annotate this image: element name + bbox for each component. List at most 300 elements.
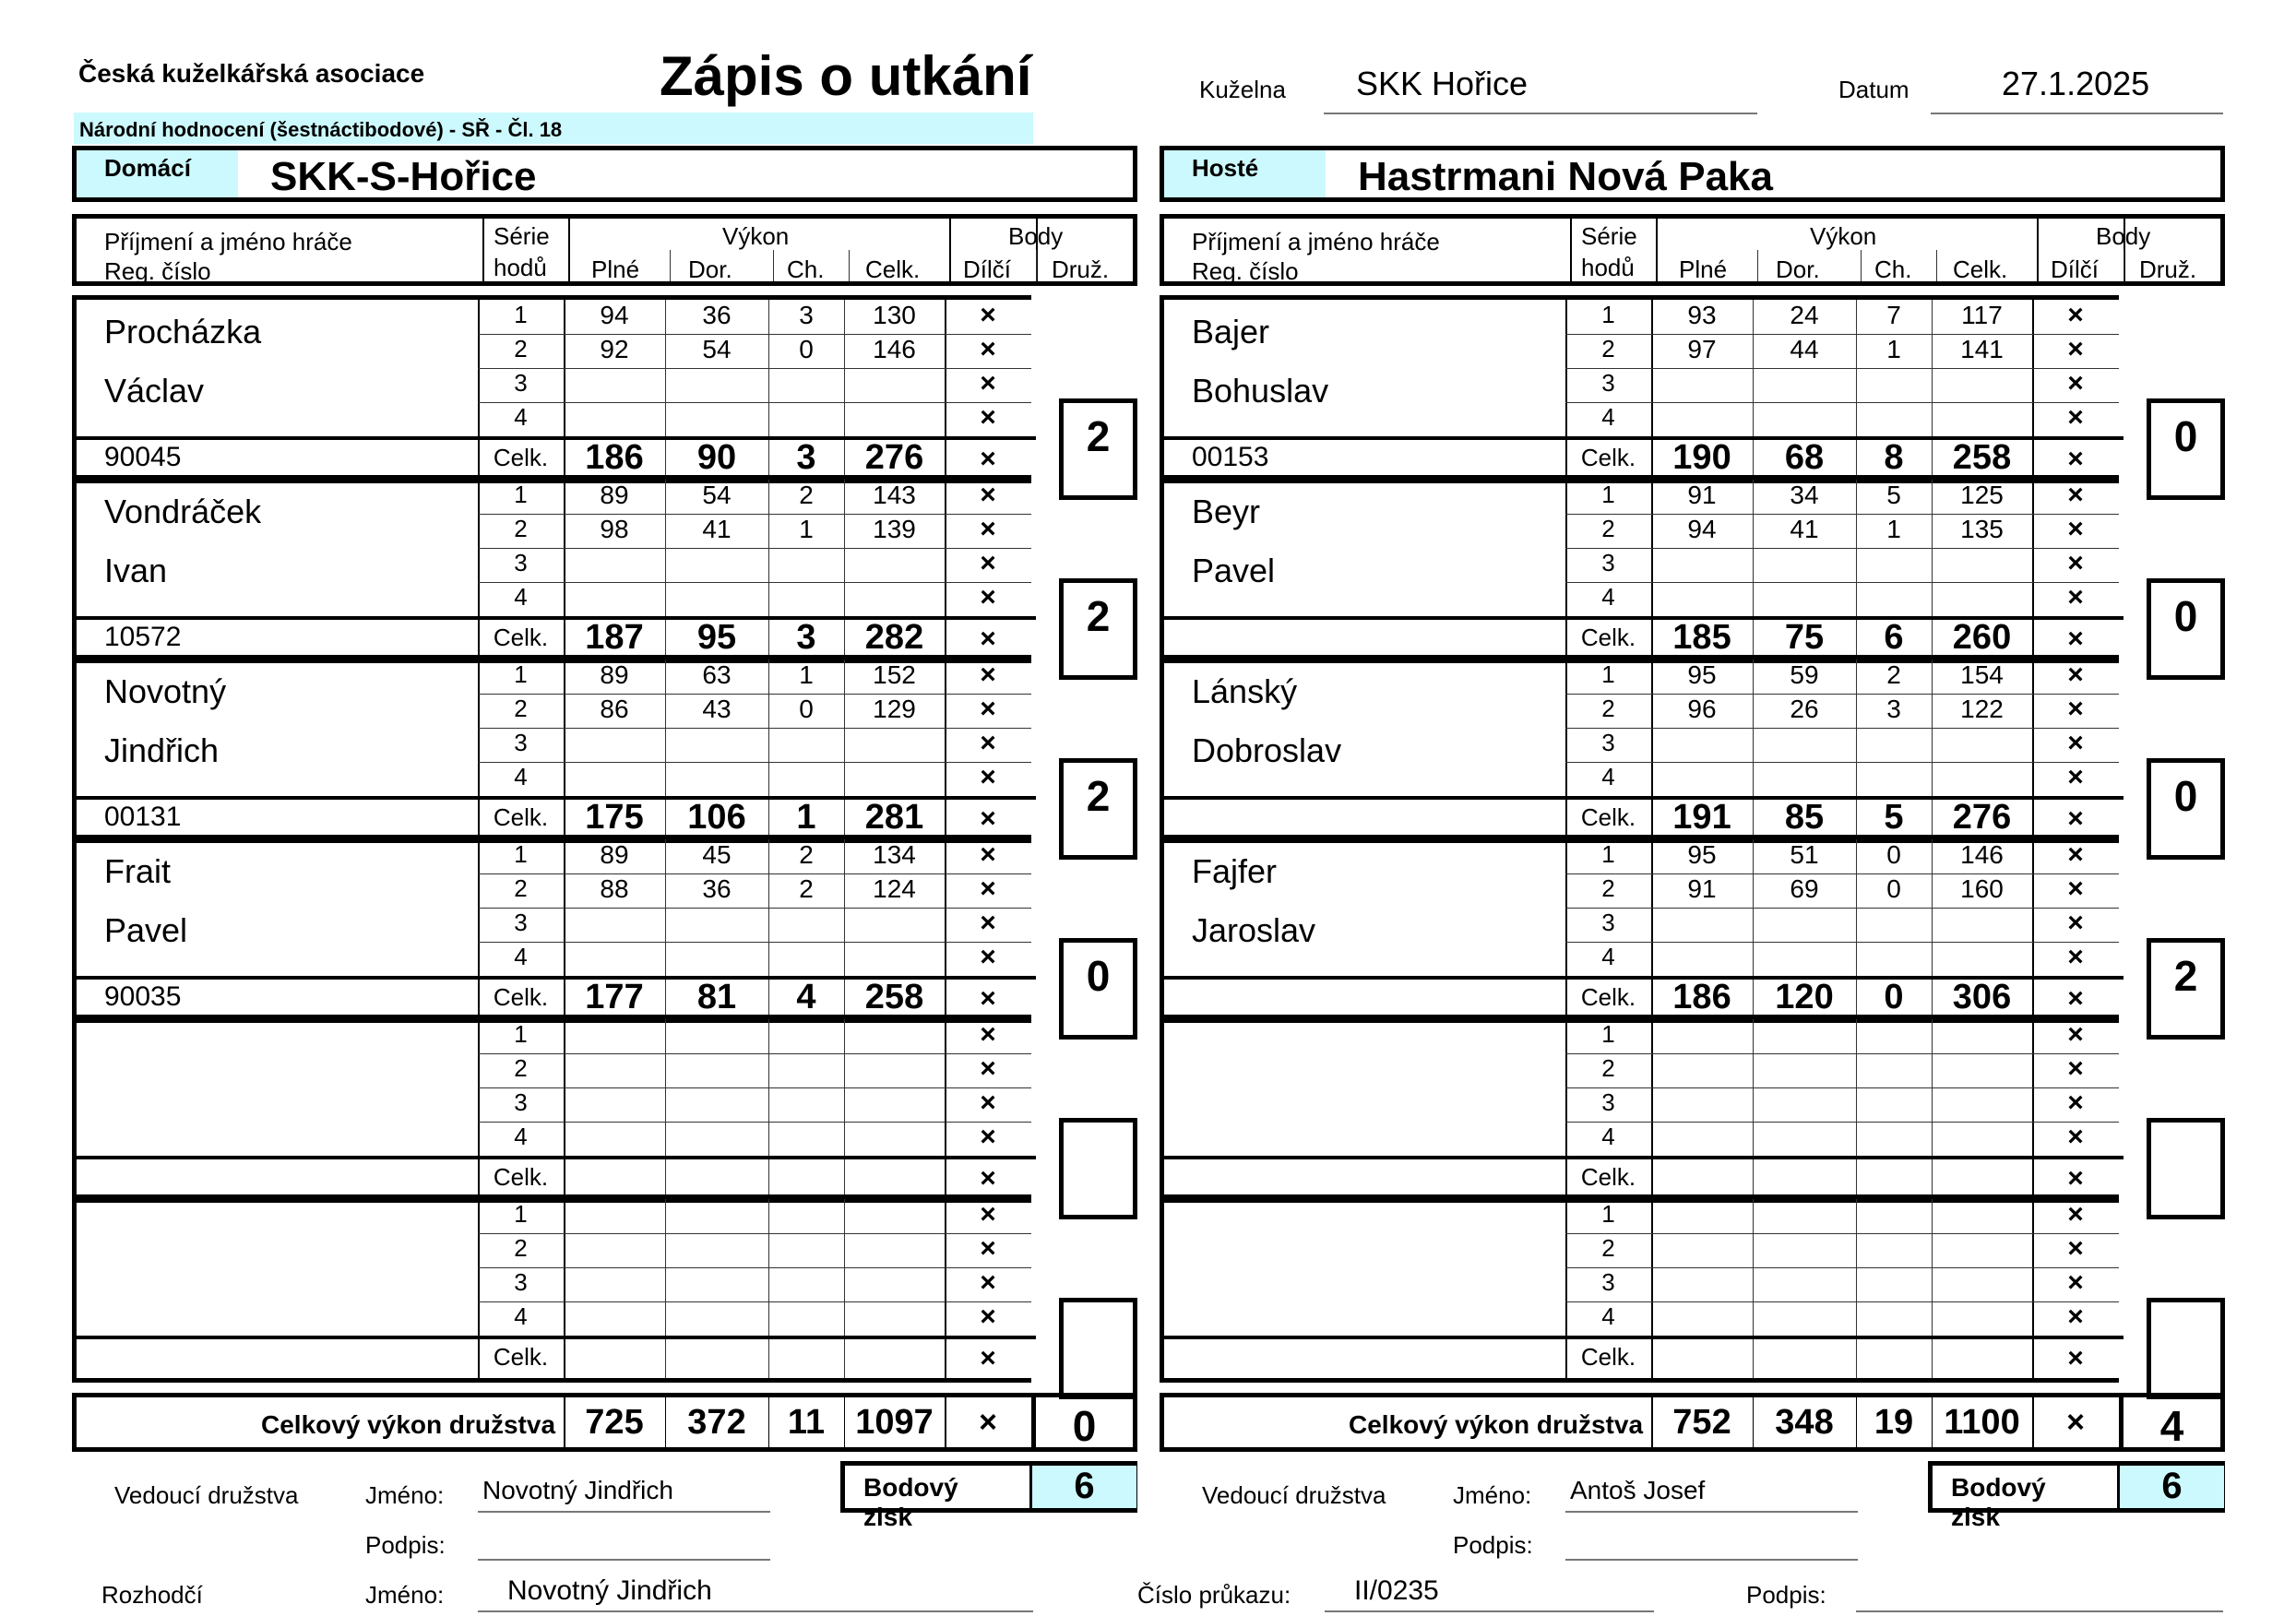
close-x-icon[interactable]: × <box>2067 873 2084 904</box>
series-number: 4 <box>514 943 528 970</box>
series-number: 1 <box>514 840 528 868</box>
throw-ch[interactable]: 0 <box>1886 840 1901 869</box>
ch-label: Ch. <box>1874 255 1912 283</box>
points-gain-value[interactable]: 6 <box>1029 1466 1136 1508</box>
player-first-name[interactable]: Pavel <box>1192 552 1276 589</box>
total-full[interactable]: 177 <box>585 978 644 1016</box>
home-player-block <box>72 835 1031 1023</box>
series-number: 3 <box>1601 1268 1615 1296</box>
throw-celk[interactable]: 134 <box>873 840 916 869</box>
close-x-icon[interactable]: × <box>980 402 996 433</box>
close-x-icon[interactable]: × <box>2067 1122 2084 1152</box>
throw-ch[interactable]: 2 <box>799 874 814 903</box>
player-first-name[interactable]: Jindřich <box>104 731 220 769</box>
close-x-icon[interactable]: × <box>980 548 996 578</box>
close-x-icon[interactable]: × <box>980 1267 996 1298</box>
team-total-label: Celkový výkon družstva <box>261 1410 556 1439</box>
player-first-name[interactable]: Bohuslav <box>1192 372 1329 410</box>
series-number: Celk. <box>493 444 549 471</box>
druz-label: Druž. <box>2139 255 2197 283</box>
player-reg-number[interactable]: 90045 <box>104 442 182 472</box>
series-number: 1 <box>514 301 528 328</box>
series-number: 4 <box>1601 403 1615 431</box>
throw-ch[interactable]: 1 <box>1886 515 1901 543</box>
dor-label: Dor. <box>688 255 732 283</box>
throw-ch[interactable]: 2 <box>799 840 814 869</box>
total-ch[interactable]: 5 <box>1884 798 1904 837</box>
total-celk[interactable]: 260 <box>1952 618 2012 657</box>
throw-dor[interactable]: 59 <box>1790 660 1819 689</box>
series-number: 3 <box>1601 1088 1615 1116</box>
close-x-icon[interactable]: × <box>980 514 996 544</box>
team-points-box[interactable]: 0 <box>1059 938 1137 1040</box>
total-dor[interactable]: 75 <box>1784 618 1825 657</box>
throw-celk[interactable]: 117 <box>1961 301 2003 329</box>
total-celk[interactable]: 258 <box>864 978 924 1016</box>
captain-signature-label: Podpis: <box>365 1531 446 1559</box>
team-points-box[interactable]: 2 <box>1059 758 1137 860</box>
total-full[interactable]: 175 <box>585 798 644 837</box>
close-x-icon[interactable]: × <box>2067 1301 2084 1332</box>
celk-label: Celk. <box>1953 255 2008 283</box>
player-surname[interactable]: Bajer <box>1192 313 1270 351</box>
series-number: Celk. <box>493 803 549 831</box>
series-number: 1 <box>1601 840 1615 868</box>
total-dor[interactable]: 81 <box>696 978 737 1016</box>
close-x-icon[interactable]: × <box>2067 942 2084 972</box>
series-number: 2 <box>514 874 528 902</box>
player-reg-number[interactable]: 10572 <box>104 622 182 652</box>
throw-full[interactable]: 93 <box>1687 301 1717 329</box>
throw-dor[interactable]: 41 <box>1790 515 1819 543</box>
team-points-box[interactable] <box>1059 1298 1137 1399</box>
close-x-icon[interactable]: × <box>2067 983 2084 1014</box>
throw-dor[interactable]: 51 <box>1790 840 1819 869</box>
throw-celk[interactable]: 146 <box>1960 840 2004 869</box>
total-full[interactable]: 185 <box>1672 618 1731 657</box>
home-player-block <box>72 1194 1031 1383</box>
throw-dor[interactable]: 34 <box>1790 481 1819 509</box>
series-number: 4 <box>1601 1302 1615 1330</box>
ch-label: Ch. <box>787 255 825 283</box>
total-ch[interactable]: 0 <box>1884 978 1904 1016</box>
player-first-name[interactable]: Pavel <box>104 911 188 949</box>
total-ch[interactable]: 4 <box>796 978 816 1016</box>
total-full[interactable]: 190 <box>1672 438 1731 477</box>
total-ch[interactable]: 8 <box>1884 438 1904 477</box>
close-x-icon[interactable]: × <box>2067 659 2084 690</box>
throw-full[interactable]: 91 <box>1687 481 1717 509</box>
home-player-block <box>72 295 1031 483</box>
throw-celk[interactable]: 124 <box>873 874 916 903</box>
player-first-name[interactable]: Václav <box>104 372 205 410</box>
close-x-icon[interactable]: × <box>980 1233 996 1264</box>
full-label: Plné <box>591 255 640 283</box>
home-team-name[interactable]: SKK-S-Hořice <box>270 154 537 199</box>
throw-ch[interactable]: 1 <box>799 660 814 689</box>
throw-dor[interactable]: 69 <box>1790 874 1819 903</box>
captain-name-label: Jméno: <box>365 1481 445 1509</box>
throw-ch[interactable]: 1 <box>799 515 814 543</box>
total-ch[interactable]: 1 <box>796 798 816 837</box>
total-dor[interactable]: 106 <box>687 798 746 837</box>
close-x-icon[interactable]: × <box>2066 1405 2085 1440</box>
series-number: 2 <box>1601 1054 1615 1082</box>
total-full[interactable]: 186 <box>585 438 644 477</box>
close-x-icon[interactable]: × <box>980 839 996 870</box>
referee-name[interactable]: Novotný Jindřich <box>507 1575 712 1606</box>
throw-full[interactable]: 95 <box>1687 660 1717 689</box>
throw-celk[interactable]: 125 <box>1960 481 2004 509</box>
close-x-icon[interactable]: × <box>980 1019 996 1050</box>
home-player-block <box>72 1015 1031 1203</box>
close-x-icon[interactable]: × <box>2067 624 2084 654</box>
throw-ch[interactable]: 7 <box>1886 301 1901 329</box>
close-x-icon[interactable]: × <box>980 908 996 938</box>
throw-ch[interactable]: 0 <box>799 695 814 723</box>
away-team-box <box>1160 146 2225 202</box>
team-total-value[interactable]: 1097 <box>855 1403 934 1442</box>
series-number: 4 <box>1601 943 1615 970</box>
total-dor[interactable]: 68 <box>1784 438 1825 477</box>
team-total-value[interactable]: 348 <box>1775 1403 1834 1442</box>
throw-full[interactable]: 89 <box>600 481 629 509</box>
team-points-box[interactable]: 2 <box>1059 578 1137 680</box>
series-number: 1 <box>514 481 528 508</box>
series-number: 4 <box>1601 1123 1615 1150</box>
total-full[interactable]: 187 <box>585 618 644 657</box>
home-team-total <box>72 1393 1137 1452</box>
captain-name[interactable]: Novotný Jindřich <box>482 1476 673 1504</box>
close-x-icon[interactable]: × <box>2067 514 2084 544</box>
close-x-icon[interactable]: × <box>980 1122 996 1152</box>
close-x-icon[interactable]: × <box>2067 368 2084 398</box>
date-label: Datum <box>1838 76 1909 103</box>
away-tag: Hosté <box>1164 150 1326 197</box>
throw-dor[interactable]: 45 <box>702 840 732 869</box>
body-label: Body <box>2096 222 2151 250</box>
series-number: 2 <box>1601 874 1615 902</box>
performance-label: Výkon <box>1810 222 1877 250</box>
close-x-icon[interactable]: × <box>2067 402 2084 433</box>
series-number: 1 <box>1601 1020 1615 1048</box>
total-celk[interactable]: 282 <box>864 618 924 657</box>
team-total-value[interactable]: 372 <box>687 1403 746 1442</box>
series-number: 1 <box>1601 660 1615 688</box>
throw-full[interactable]: 95 <box>1687 840 1717 869</box>
series-label-2: hodů <box>494 254 547 281</box>
home-column-header <box>72 214 1137 286</box>
player-surname[interactable]: Beyr <box>1192 493 1261 530</box>
team-match-points[interactable]: 0 <box>1072 1402 1097 1450</box>
close-x-icon[interactable]: × <box>980 873 996 904</box>
throw-full[interactable]: 89 <box>600 660 629 689</box>
druz-label: Druž. <box>1052 255 1110 283</box>
close-x-icon[interactable]: × <box>2067 300 2084 330</box>
close-x-icon[interactable]: × <box>2067 1267 2084 1298</box>
close-x-icon[interactable]: × <box>980 659 996 690</box>
series-number: Celk. <box>1580 803 1636 831</box>
throw-full[interactable]: 97 <box>1687 335 1717 363</box>
throw-ch[interactable]: 2 <box>1886 660 1901 689</box>
series-number: 4 <box>514 1123 528 1150</box>
series-number: 2 <box>514 335 528 362</box>
throw-ch[interactable]: 3 <box>799 301 814 329</box>
close-x-icon[interactable]: × <box>2067 1199 2084 1230</box>
throw-celk[interactable]: 139 <box>873 515 916 543</box>
close-x-icon[interactable]: × <box>2067 548 2084 578</box>
close-x-icon[interactable]: × <box>980 1087 996 1118</box>
throw-full[interactable]: 88 <box>600 874 629 903</box>
player-surname[interactable]: Procházka <box>104 313 262 351</box>
close-x-icon[interactable]: × <box>980 334 996 364</box>
reg-col-label: Reg. číslo <box>1192 257 1299 285</box>
series-number: 3 <box>514 1268 528 1296</box>
series-number: 2 <box>514 515 528 542</box>
total-ch[interactable]: 3 <box>796 618 816 657</box>
series-number: 4 <box>514 1302 528 1330</box>
home-player-block <box>72 655 1031 843</box>
series-number: 2 <box>514 1234 528 1262</box>
throw-full[interactable]: 94 <box>600 301 629 329</box>
throw-dor[interactable]: 54 <box>702 481 732 509</box>
close-x-icon[interactable]: × <box>2067 728 2084 758</box>
player-surname[interactable]: Frait <box>104 852 171 890</box>
full-label: Plné <box>1679 255 1728 283</box>
player-surname[interactable]: Lánský <box>1192 672 1298 710</box>
referee-name-label: Jméno: <box>365 1581 445 1609</box>
throw-dor[interactable]: 44 <box>1790 335 1819 363</box>
name-col-label: Příjmení a jméno hráče <box>1192 228 1440 255</box>
organization-name: Česká kuželkářská asociace <box>78 59 425 88</box>
close-x-icon[interactable]: × <box>980 803 996 834</box>
player-surname[interactable]: Vondráček <box>104 493 262 530</box>
total-celk[interactable]: 276 <box>1952 798 2012 837</box>
player-reg-number[interactable]: 00153 <box>1192 442 1269 472</box>
throw-celk[interactable]: 141 <box>1960 335 2004 363</box>
series-number: 3 <box>514 909 528 936</box>
away-player-block <box>1160 1194 2119 1383</box>
home-player-block <box>72 475 1031 663</box>
throw-dor[interactable]: 24 <box>1790 301 1819 329</box>
series-number: Celk. <box>1580 983 1636 1011</box>
series-number: 2 <box>1601 335 1615 362</box>
close-x-icon[interactable]: × <box>980 1053 996 1084</box>
total-full[interactable]: 191 <box>1672 798 1731 837</box>
close-x-icon[interactable]: × <box>2067 762 2084 792</box>
series-number: 2 <box>514 695 528 722</box>
throw-celk[interactable]: 135 <box>1960 515 2004 543</box>
throw-celk[interactable]: 143 <box>873 481 916 509</box>
throw-ch[interactable]: 0 <box>799 335 814 363</box>
close-x-icon[interactable]: × <box>980 368 996 398</box>
throw-celk[interactable]: 130 <box>873 301 916 329</box>
close-x-icon[interactable]: × <box>2067 1233 2084 1264</box>
player-reg-number[interactable]: 00131 <box>104 802 182 832</box>
close-x-icon[interactable]: × <box>980 300 996 330</box>
series-number: 3 <box>1601 909 1615 936</box>
home-points-gain <box>840 1461 1137 1531</box>
date-value[interactable]: 27.1.2025 <box>2002 65 2150 102</box>
away-team-name[interactable]: Hastrmani Nová Paka <box>1358 154 1773 199</box>
close-x-icon[interactable]: × <box>2067 1053 2084 1084</box>
team-points-box[interactable]: 2 <box>2147 938 2225 1040</box>
away-player-block <box>1160 655 2119 843</box>
home-tag: Domácí <box>77 150 238 197</box>
close-x-icon[interactable]: × <box>980 582 996 612</box>
throw-celk[interactable]: 146 <box>873 335 916 363</box>
close-x-icon[interactable]: × <box>2067 1019 2084 1050</box>
team-points-box[interactable]: 2 <box>1059 398 1137 500</box>
captain-name[interactable]: Antoš Josef <box>1570 1476 1706 1504</box>
team-points-box[interactable]: 0 <box>2147 398 2225 500</box>
player-surname[interactable]: Novotný <box>104 672 227 710</box>
team-total-value[interactable]: 725 <box>585 1403 644 1442</box>
throw-ch[interactable]: 2 <box>799 481 814 509</box>
throw-full[interactable]: 98 <box>600 515 629 543</box>
close-x-icon[interactable]: × <box>2067 694 2084 724</box>
series-number: 3 <box>1601 549 1615 576</box>
throw-celk[interactable]: 129 <box>873 695 916 723</box>
total-dor[interactable]: 95 <box>696 618 737 657</box>
throw-full[interactable]: 94 <box>1687 515 1717 543</box>
points-gain-value[interactable]: 6 <box>2117 1466 2224 1508</box>
throw-dor[interactable]: 26 <box>1790 695 1819 723</box>
close-x-icon[interactable]: × <box>980 1199 996 1230</box>
team-points-box[interactable]: 0 <box>2147 758 2225 860</box>
total-celk[interactable]: 281 <box>864 798 924 837</box>
throw-celk[interactable]: 122 <box>1960 695 2004 723</box>
close-x-icon[interactable]: × <box>2067 582 2084 612</box>
team-points-box[interactable]: 0 <box>2147 578 2225 680</box>
throw-celk[interactable]: 154 <box>1960 660 2004 689</box>
team-total-label: Celkový výkon družstva <box>1349 1410 1644 1439</box>
player-reg-number[interactable]: 90035 <box>104 981 182 1012</box>
throw-ch[interactable]: 3 <box>1886 695 1901 723</box>
close-x-icon[interactable]: × <box>2067 1163 2084 1194</box>
close-x-icon[interactable]: × <box>980 444 996 474</box>
series-number: 3 <box>514 1088 528 1116</box>
close-x-icon[interactable]: × <box>980 624 996 654</box>
team-points-box[interactable] <box>1059 1118 1137 1219</box>
throw-full[interactable]: 86 <box>600 695 629 723</box>
dilci-label: Dílčí <box>963 255 1011 283</box>
close-x-icon[interactable]: × <box>980 942 996 972</box>
total-celk[interactable]: 258 <box>1952 438 2012 477</box>
team-match-points[interactable]: 4 <box>2159 1402 2184 1450</box>
throw-ch[interactable]: 5 <box>1886 481 1901 509</box>
series-number: 1 <box>1601 301 1615 328</box>
body-label: Body <box>1008 222 1064 250</box>
away-column-header <box>1160 214 2225 286</box>
close-x-icon[interactable]: × <box>2067 839 2084 870</box>
total-dor[interactable]: 120 <box>1775 978 1834 1016</box>
throw-dor[interactable]: 41 <box>702 515 732 543</box>
throw-dor[interactable]: 43 <box>702 695 732 723</box>
series-number: 3 <box>514 549 528 576</box>
team-total-value[interactable]: 19 <box>1874 1403 1914 1442</box>
team-points-box[interactable] <box>2147 1298 2225 1399</box>
throw-celk[interactable]: 160 <box>1960 874 2004 903</box>
close-x-icon[interactable]: × <box>980 1343 996 1373</box>
series-number: 1 <box>1601 1200 1615 1228</box>
throw-ch[interactable]: 0 <box>1886 874 1901 903</box>
team-total-value[interactable]: 752 <box>1672 1403 1731 1442</box>
close-x-icon[interactable]: × <box>980 694 996 724</box>
total-celk[interactable]: 306 <box>1952 978 2012 1016</box>
total-full[interactable]: 186 <box>1672 978 1731 1016</box>
player-first-name[interactable]: Dobroslav <box>1192 731 1342 769</box>
close-x-icon[interactable]: × <box>979 1405 997 1440</box>
series-number: 3 <box>514 729 528 756</box>
total-ch[interactable]: 6 <box>1884 618 1904 657</box>
referee-licence[interactable]: II/0235 <box>1354 1575 1439 1606</box>
licence-label: Číslo průkazu: <box>1137 1581 1291 1609</box>
series-number: 1 <box>514 660 528 688</box>
total-ch[interactable]: 3 <box>796 438 816 477</box>
venue-value[interactable]: SKK Hořice <box>1356 65 1529 102</box>
away-player-block <box>1160 835 2119 1023</box>
series-number: 4 <box>514 763 528 790</box>
team-total-value[interactable]: 1100 <box>1944 1403 2020 1442</box>
series-number: 4 <box>1601 763 1615 790</box>
player-first-name[interactable]: Ivan <box>104 552 168 589</box>
throw-dor[interactable]: 63 <box>702 660 732 689</box>
competition-band: Národní hodnocení (šestnáctibodové) - SŘ - Čl. 18 <box>74 113 1033 144</box>
series-number: Celk. <box>1580 1343 1636 1371</box>
close-x-icon[interactable]: × <box>980 728 996 758</box>
player-first-name[interactable]: Jaroslav <box>1192 911 1316 949</box>
throw-full[interactable]: 91 <box>1687 874 1717 903</box>
close-x-icon[interactable]: × <box>2067 444 2084 474</box>
series-number: 4 <box>1601 583 1615 611</box>
close-x-icon[interactable]: × <box>980 983 996 1014</box>
close-x-icon[interactable]: × <box>980 762 996 792</box>
series-label-2: hodů <box>1581 254 1635 281</box>
throw-dor[interactable]: 36 <box>702 874 732 903</box>
close-x-icon[interactable]: × <box>2067 1087 2084 1118</box>
throw-full[interactable]: 96 <box>1687 695 1717 723</box>
throw-full[interactable]: 89 <box>600 840 629 869</box>
throw-dor[interactable]: 54 <box>702 335 732 363</box>
throw-dor[interactable]: 36 <box>702 301 732 329</box>
series-number: Celk. <box>493 624 549 651</box>
close-x-icon[interactable]: × <box>980 480 996 510</box>
close-x-icon[interactable]: × <box>2067 908 2084 938</box>
series-number: 2 <box>1601 515 1615 542</box>
throw-ch[interactable]: 1 <box>1886 335 1901 363</box>
throw-full[interactable]: 92 <box>600 335 629 363</box>
total-celk[interactable]: 276 <box>864 438 924 477</box>
captain-name-label: Jméno: <box>1453 1481 1532 1509</box>
close-x-icon[interactable]: × <box>2067 803 2084 834</box>
close-x-icon[interactable]: × <box>2067 480 2084 510</box>
close-x-icon[interactable]: × <box>2067 334 2084 364</box>
captain-label: Vedoucí družstva <box>1202 1481 1386 1509</box>
throw-celk[interactable]: 152 <box>873 660 916 689</box>
total-dor[interactable]: 90 <box>696 438 737 477</box>
away-points-gain <box>1928 1461 2225 1531</box>
team-total-value[interactable]: 11 <box>787 1403 826 1442</box>
close-x-icon[interactable]: × <box>980 1301 996 1332</box>
close-x-icon[interactable]: × <box>980 1163 996 1194</box>
close-x-icon[interactable]: × <box>2067 1343 2084 1373</box>
series-number: 1 <box>1601 481 1615 508</box>
team-points-box[interactable] <box>2147 1118 2225 1219</box>
series-number: Celk. <box>1580 444 1636 471</box>
total-dor[interactable]: 85 <box>1784 798 1825 837</box>
player-surname[interactable]: Fajfer <box>1192 852 1278 890</box>
